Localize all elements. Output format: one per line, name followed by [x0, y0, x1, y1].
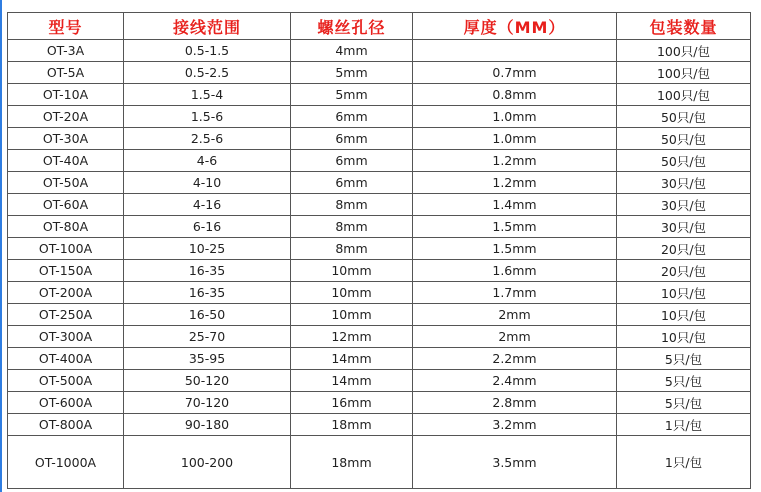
cell-screw-hole: 8mm — [291, 238, 413, 260]
table-row — [8, 194, 751, 216]
header-wire-range: 接线范围 — [124, 13, 291, 40]
spec-table — [7, 12, 751, 489]
cell-screw-hole: 16mm — [291, 392, 413, 414]
cell-package-qty: 50只/包 — [617, 128, 751, 150]
table-row — [8, 84, 751, 106]
table-row — [8, 106, 751, 128]
cell-wire-range: 25-70 — [124, 326, 291, 348]
cell-thickness: 1.6mm — [413, 260, 617, 282]
cell-screw-hole: 5mm — [291, 84, 413, 106]
cell-model: OT-500A — [8, 370, 124, 392]
cell-screw-hole: 18mm — [291, 436, 413, 489]
cell-wire-range: 50-120 — [124, 370, 291, 392]
cell-model: OT-150A — [8, 260, 124, 282]
cell-model: OT-5A — [8, 62, 124, 84]
cell-screw-hole: 4mm — [291, 40, 413, 62]
cell-thickness: 2mm — [413, 326, 617, 348]
cell-thickness: 1.0mm — [413, 128, 617, 150]
cell-screw-hole: 8mm — [291, 216, 413, 238]
table-row — [8, 216, 751, 238]
table-row — [8, 128, 751, 150]
table-row — [8, 370, 751, 392]
cell-package-qty: 10只/包 — [617, 326, 751, 348]
cell-thickness: 3.2mm — [413, 414, 617, 436]
header-model: 型号 — [8, 13, 124, 40]
cell-package-qty: 50只/包 — [617, 106, 751, 128]
cell-package-qty: 10只/包 — [617, 282, 751, 304]
cell-package-qty: 30只/包 — [617, 172, 751, 194]
header-row — [8, 13, 751, 40]
cell-package-qty: 1只/包 — [617, 414, 751, 436]
cell-thickness: 0.7mm — [413, 62, 617, 84]
cell-screw-hole: 6mm — [291, 150, 413, 172]
header-thickness: 厚度（MM） — [413, 13, 617, 40]
cell-thickness: 2.8mm — [413, 392, 617, 414]
cell-thickness: 1.4mm — [413, 194, 617, 216]
cell-model: OT-10A — [8, 84, 124, 106]
cell-model: OT-60A — [8, 194, 124, 216]
cell-screw-hole: 12mm — [291, 326, 413, 348]
cell-package-qty: 30只/包 — [617, 194, 751, 216]
cell-thickness: 0.8mm — [413, 84, 617, 106]
cell-screw-hole: 6mm — [291, 106, 413, 128]
left-accent-bar — [0, 0, 2, 492]
cell-screw-hole: 18mm — [291, 414, 413, 436]
cell-thickness: 1.2mm — [413, 172, 617, 194]
cell-wire-range: 0.5-1.5 — [124, 40, 291, 62]
cell-wire-range: 1.5-6 — [124, 106, 291, 128]
cell-package-qty: 20只/包 — [617, 238, 751, 260]
cell-model: OT-80A — [8, 216, 124, 238]
cell-package-qty: 5只/包 — [617, 370, 751, 392]
table-row — [8, 40, 751, 62]
cell-wire-range: 16-35 — [124, 282, 291, 304]
cell-wire-range: 90-180 — [124, 414, 291, 436]
cell-thickness — [413, 40, 617, 62]
cell-model: OT-800A — [8, 414, 124, 436]
header-screw-hole: 螺丝孔径 — [291, 13, 413, 40]
cell-package-qty: 30只/包 — [617, 216, 751, 238]
cell-screw-hole: 5mm — [291, 62, 413, 84]
cell-thickness: 2mm — [413, 304, 617, 326]
cell-package-qty: 50只/包 — [617, 150, 751, 172]
cell-wire-range: 4-6 — [124, 150, 291, 172]
cell-model: OT-30A — [8, 128, 124, 150]
cell-wire-range: 100-200 — [124, 436, 291, 489]
cell-model: OT-50A — [8, 172, 124, 194]
table-row — [8, 414, 751, 436]
cell-wire-range: 35-95 — [124, 348, 291, 370]
table-row — [8, 282, 751, 304]
cell-thickness: 1.5mm — [413, 238, 617, 260]
table-row — [8, 238, 751, 260]
cell-wire-range: 4-16 — [124, 194, 291, 216]
cell-screw-hole: 10mm — [291, 304, 413, 326]
cell-wire-range: 0.5-2.5 — [124, 62, 291, 84]
cell-wire-range: 2.5-6 — [124, 128, 291, 150]
cell-wire-range: 16-35 — [124, 260, 291, 282]
cell-screw-hole: 10mm — [291, 282, 413, 304]
cell-model: OT-300A — [8, 326, 124, 348]
cell-package-qty: 100只/包 — [617, 40, 751, 62]
cell-wire-range: 4-10 — [124, 172, 291, 194]
cell-thickness: 2.4mm — [413, 370, 617, 392]
cell-thickness: 1.0mm — [413, 106, 617, 128]
cell-wire-range: 16-50 — [124, 304, 291, 326]
cell-wire-range: 10-25 — [124, 238, 291, 260]
table-row — [8, 392, 751, 414]
cell-thickness: 3.5mm — [413, 436, 617, 489]
cell-thickness: 2.2mm — [413, 348, 617, 370]
cell-screw-hole: 10mm — [291, 260, 413, 282]
table-row — [8, 172, 751, 194]
cell-model: OT-3A — [8, 40, 124, 62]
cell-screw-hole: 6mm — [291, 128, 413, 150]
cell-model: OT-250A — [8, 304, 124, 326]
table-row — [8, 304, 751, 326]
cell-screw-hole: 14mm — [291, 370, 413, 392]
cell-thickness: 1.2mm — [413, 150, 617, 172]
cell-package-qty: 100只/包 — [617, 84, 751, 106]
table-row — [8, 62, 751, 84]
cell-thickness: 1.7mm — [413, 282, 617, 304]
table-row — [8, 326, 751, 348]
cell-model: OT-20A — [8, 106, 124, 128]
cell-model: OT-100A — [8, 238, 124, 260]
cell-model: OT-1000A — [8, 436, 124, 489]
cell-wire-range: 1.5-4 — [124, 84, 291, 106]
table-row — [8, 436, 751, 489]
table-row — [8, 150, 751, 172]
cell-wire-range: 70-120 — [124, 392, 291, 414]
cell-screw-hole: 8mm — [291, 194, 413, 216]
cell-model: OT-40A — [8, 150, 124, 172]
cell-package-qty: 5只/包 — [617, 392, 751, 414]
cell-screw-hole: 14mm — [291, 348, 413, 370]
cell-model: OT-400A — [8, 348, 124, 370]
cell-model: OT-200A — [8, 282, 124, 304]
table-row — [8, 348, 751, 370]
table-row — [8, 260, 751, 282]
cell-thickness: 1.5mm — [413, 216, 617, 238]
cell-package-qty: 100只/包 — [617, 62, 751, 84]
cell-package-qty: 20只/包 — [617, 260, 751, 282]
cell-package-qty: 5只/包 — [617, 348, 751, 370]
cell-wire-range: 6-16 — [124, 216, 291, 238]
cell-package-qty: 1只/包 — [617, 436, 751, 489]
cell-package-qty: 10只/包 — [617, 304, 751, 326]
cell-screw-hole: 6mm — [291, 172, 413, 194]
cell-model: OT-600A — [8, 392, 124, 414]
header-package-qty: 包装数量 — [617, 13, 751, 40]
